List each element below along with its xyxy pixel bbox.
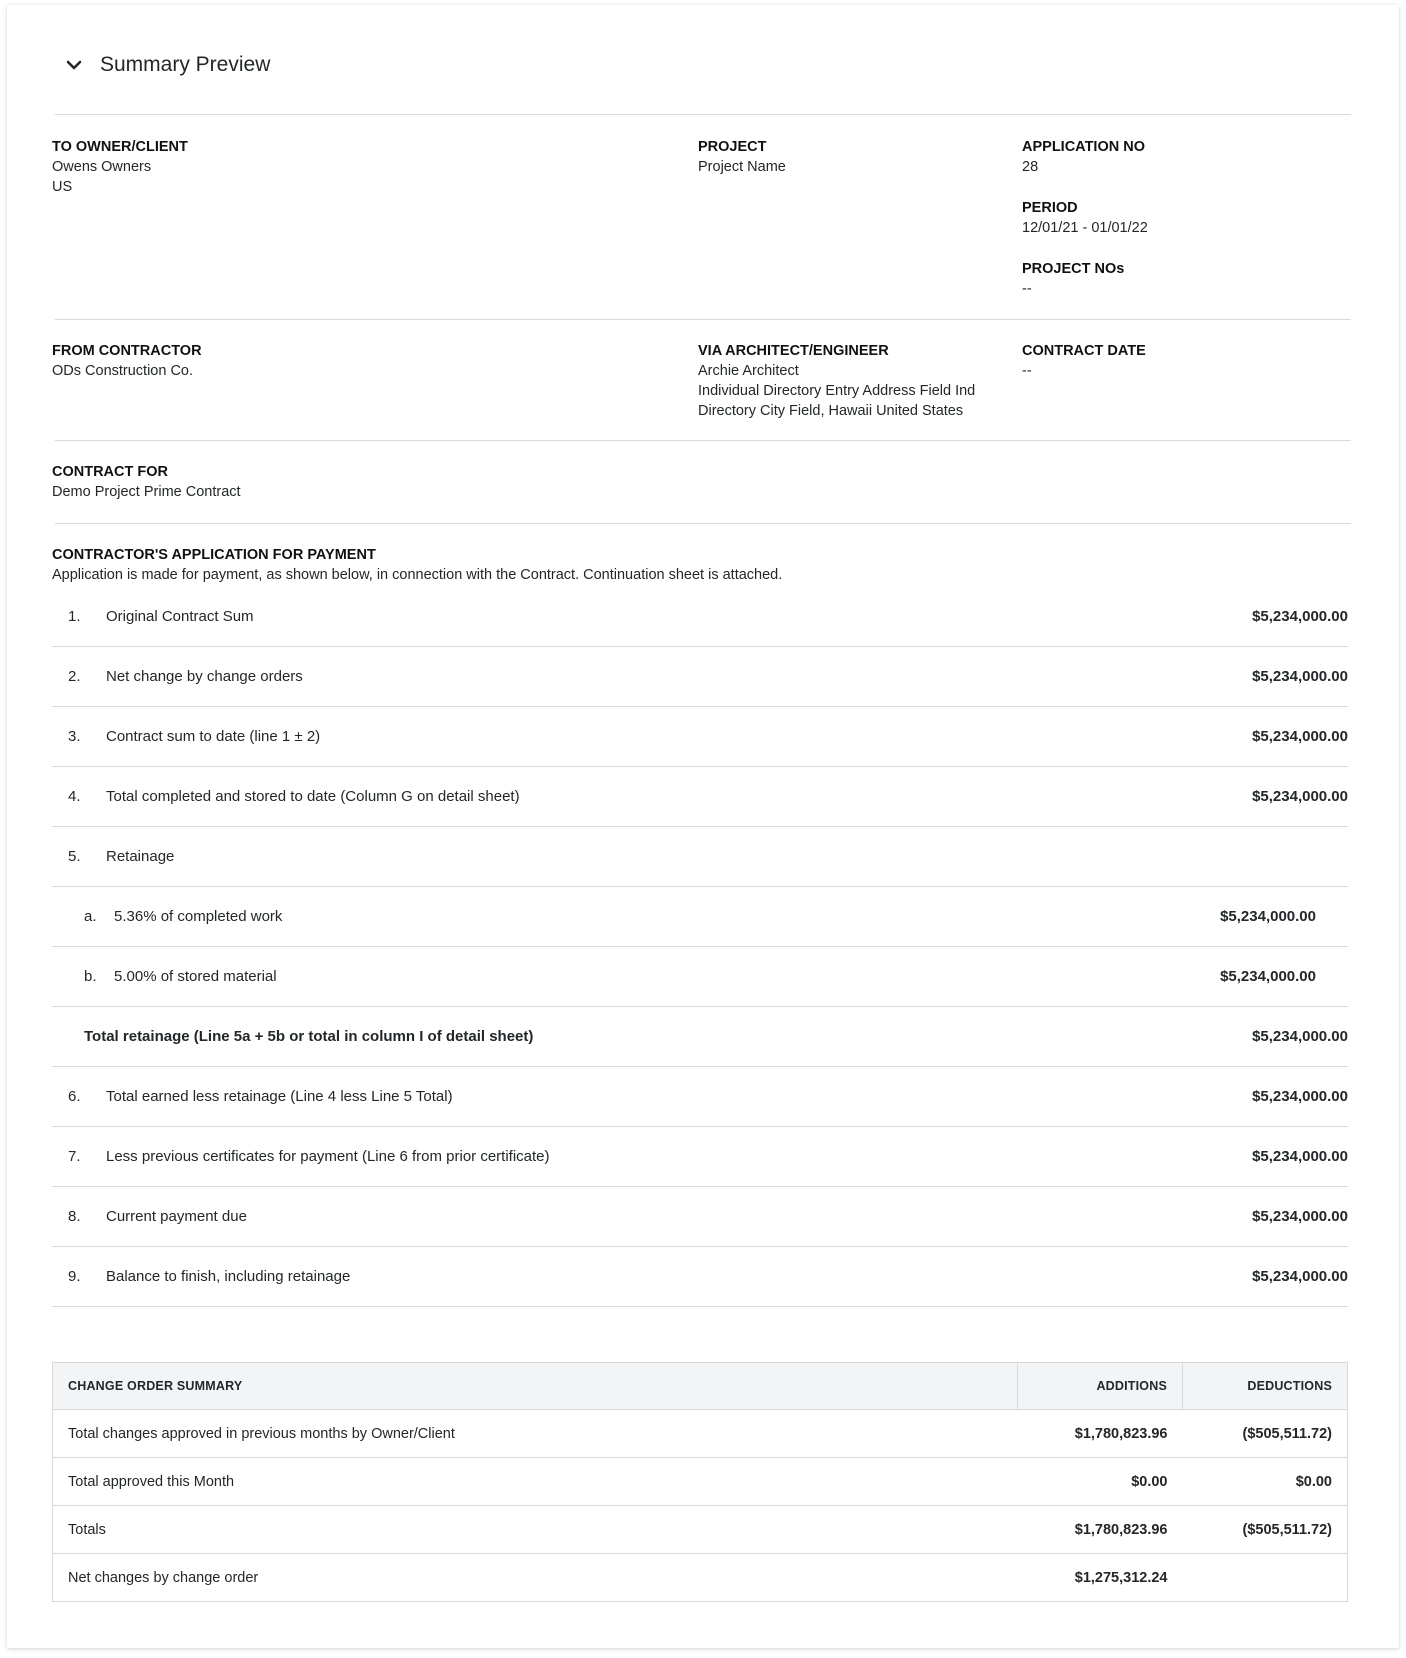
line-number: 7.: [68, 1148, 81, 1165]
line-amount: $5,234,000.00: [1252, 1088, 1348, 1105]
line-amount: $5,234,000.00: [1252, 668, 1348, 685]
application-heading-block: [52, 545, 782, 585]
line-item: [52, 1187, 1348, 1247]
row-label: Totals: [53, 1506, 1018, 1554]
line-amount: $5,234,000.00: [1220, 968, 1316, 985]
application-description: Application is made for payment, as shown below, in connection with the Contract. Continuation sheet is attached.: [52, 567, 783, 583]
line-text: 5.36% of completed work: [114, 908, 283, 925]
line-item: [52, 1247, 1348, 1307]
line-amount: $5,234,000.00: [1252, 608, 1348, 625]
contract-date-label: CONTRACT DATE: [1022, 343, 1146, 359]
row-additions: $0.00: [1018, 1458, 1183, 1506]
line-item: [52, 887, 1348, 947]
line-amount: $5,234,000.00: [1252, 1148, 1348, 1165]
table-row: [53, 1410, 1348, 1458]
project-nos-value: --: [1022, 281, 1032, 297]
line-text: Original Contract Sum: [106, 608, 254, 625]
divider: [55, 440, 1351, 441]
line-amount: $5,234,000.00: [1252, 1268, 1348, 1285]
line-text: Balance to finish, including retainage: [106, 1268, 351, 1285]
row-deductions: $0.00: [1183, 1458, 1348, 1506]
page-title: Summary Preview: [100, 53, 271, 76]
from-contractor-block: [52, 341, 202, 381]
application-no-label: APPLICATION NO: [1022, 139, 1145, 155]
line-amount: $5,234,000.00: [1252, 728, 1348, 745]
summary-preview-toggle[interactable]: [62, 53, 270, 77]
line-item: [52, 1127, 1348, 1187]
line-text: Total earned less retainage (Line 4 less Line 5 Total): [106, 1088, 453, 1105]
line-amount: $5,234,000.00: [1252, 1208, 1348, 1225]
row-deductions: ($505,511.72): [1183, 1506, 1348, 1554]
divider: [55, 523, 1351, 524]
summary-card: [7, 5, 1399, 1648]
line-number: 5.: [68, 848, 81, 865]
row-label: Total approved this Month: [53, 1458, 1018, 1506]
line-number: a.: [84, 908, 97, 925]
line-number: 8.: [68, 1208, 81, 1225]
line-number: 4.: [68, 788, 81, 805]
to-owner-label: TO OWNER/CLIENT: [52, 139, 188, 155]
line-item: [52, 587, 1348, 647]
via-architect-block: [698, 341, 975, 421]
contract-for-label: CONTRACT FOR: [52, 464, 168, 480]
via-architect-address1: Individual Directory Entry Address Field Ind: [698, 383, 976, 399]
line-number: b.: [84, 968, 97, 985]
divider: [55, 319, 1351, 320]
via-architect-label: VIA ARCHITECT/ENGINEER: [698, 343, 889, 359]
row-label: Net changes by change order: [53, 1554, 1018, 1602]
project-block: [698, 137, 786, 177]
line-item: [52, 827, 1348, 887]
table-row: [53, 1554, 1348, 1602]
row-label: Total changes approved in previous months by Owner/Client: [53, 1410, 1018, 1458]
line-number: 2.: [68, 668, 81, 685]
row-additions: $1,780,823.96: [1018, 1506, 1183, 1554]
col-header-summary: CHANGE ORDER SUMMARY: [53, 1363, 1018, 1410]
via-architect-address2: Directory City Field, Hawaii United States: [698, 403, 964, 419]
line-text: Total completed and stored to date (Column G on detail sheet): [106, 788, 520, 805]
line-item: [52, 647, 1348, 707]
table-header-row: [53, 1363, 1348, 1410]
contract-for-block: [52, 462, 241, 502]
application-no-value: 28: [1022, 159, 1039, 175]
contract-date-value: --: [1022, 363, 1032, 379]
from-contractor-label: FROM CONTRACTOR: [52, 343, 202, 359]
contract-date-block: [1022, 341, 1146, 381]
application-heading: CONTRACTOR'S APPLICATION FOR PAYMENT: [52, 547, 376, 563]
line-amount: $5,234,000.00: [1252, 788, 1348, 805]
line-text: Net change by change orders: [106, 668, 303, 685]
change-order-summary-table: [52, 1362, 1348, 1602]
line-number: 6.: [68, 1088, 81, 1105]
row-deductions: ($505,511.72): [1183, 1410, 1348, 1458]
line-text: Contract sum to date (line 1 ± 2): [106, 728, 321, 745]
application-info-block: [1022, 137, 1148, 299]
line-item: [52, 1007, 1348, 1067]
to-owner-country: US: [52, 179, 73, 195]
row-additions: $1,275,312.24: [1018, 1554, 1183, 1602]
project-nos-label: PROJECT NOs: [1022, 261, 1125, 277]
line-number: 3.: [68, 728, 81, 745]
application-lines: [52, 587, 1348, 1307]
period-value: 12/01/21 - 01/01/22: [1022, 220, 1148, 236]
line-amount: $5,234,000.00: [1252, 1028, 1348, 1045]
line-text: Retainage: [106, 848, 175, 865]
to-owner-block: [52, 137, 188, 197]
row-additions: $1,780,823.96: [1018, 1410, 1183, 1458]
project-label: PROJECT: [698, 139, 767, 155]
period-label: PERIOD: [1022, 200, 1078, 216]
divider: [55, 114, 1351, 115]
project-value: Project Name: [698, 159, 786, 175]
via-architect-name: Archie Architect: [698, 363, 799, 379]
line-item: [52, 707, 1348, 767]
line-item: [52, 947, 1348, 1007]
to-owner-name: Owens Owners: [52, 159, 152, 175]
line-amount: $5,234,000.00: [1220, 908, 1316, 925]
row-deductions: [1183, 1554, 1348, 1602]
col-header-deductions: DEDUCTIONS: [1183, 1363, 1348, 1410]
line-text: Current payment due: [106, 1208, 247, 1225]
chevron-down-icon: [62, 53, 86, 77]
line-text: Less previous certificates for payment (Line 6 from prior certificate): [106, 1148, 550, 1165]
line-number: 9.: [68, 1268, 81, 1285]
from-contractor-value: ODs Construction Co.: [52, 363, 194, 379]
col-header-additions: ADDITIONS: [1018, 1363, 1183, 1410]
line-text: Total retainage (Line 5a + 5b or total in column I of detail sheet): [84, 1028, 534, 1045]
line-item: [52, 1067, 1348, 1127]
contract-for-value: Demo Project Prime Contract: [52, 484, 241, 500]
line-number: 1.: [68, 608, 81, 625]
table-row: [53, 1458, 1348, 1506]
line-item: [52, 767, 1348, 827]
table-row: [53, 1506, 1348, 1554]
line-text: 5.00% of stored material: [114, 968, 277, 985]
